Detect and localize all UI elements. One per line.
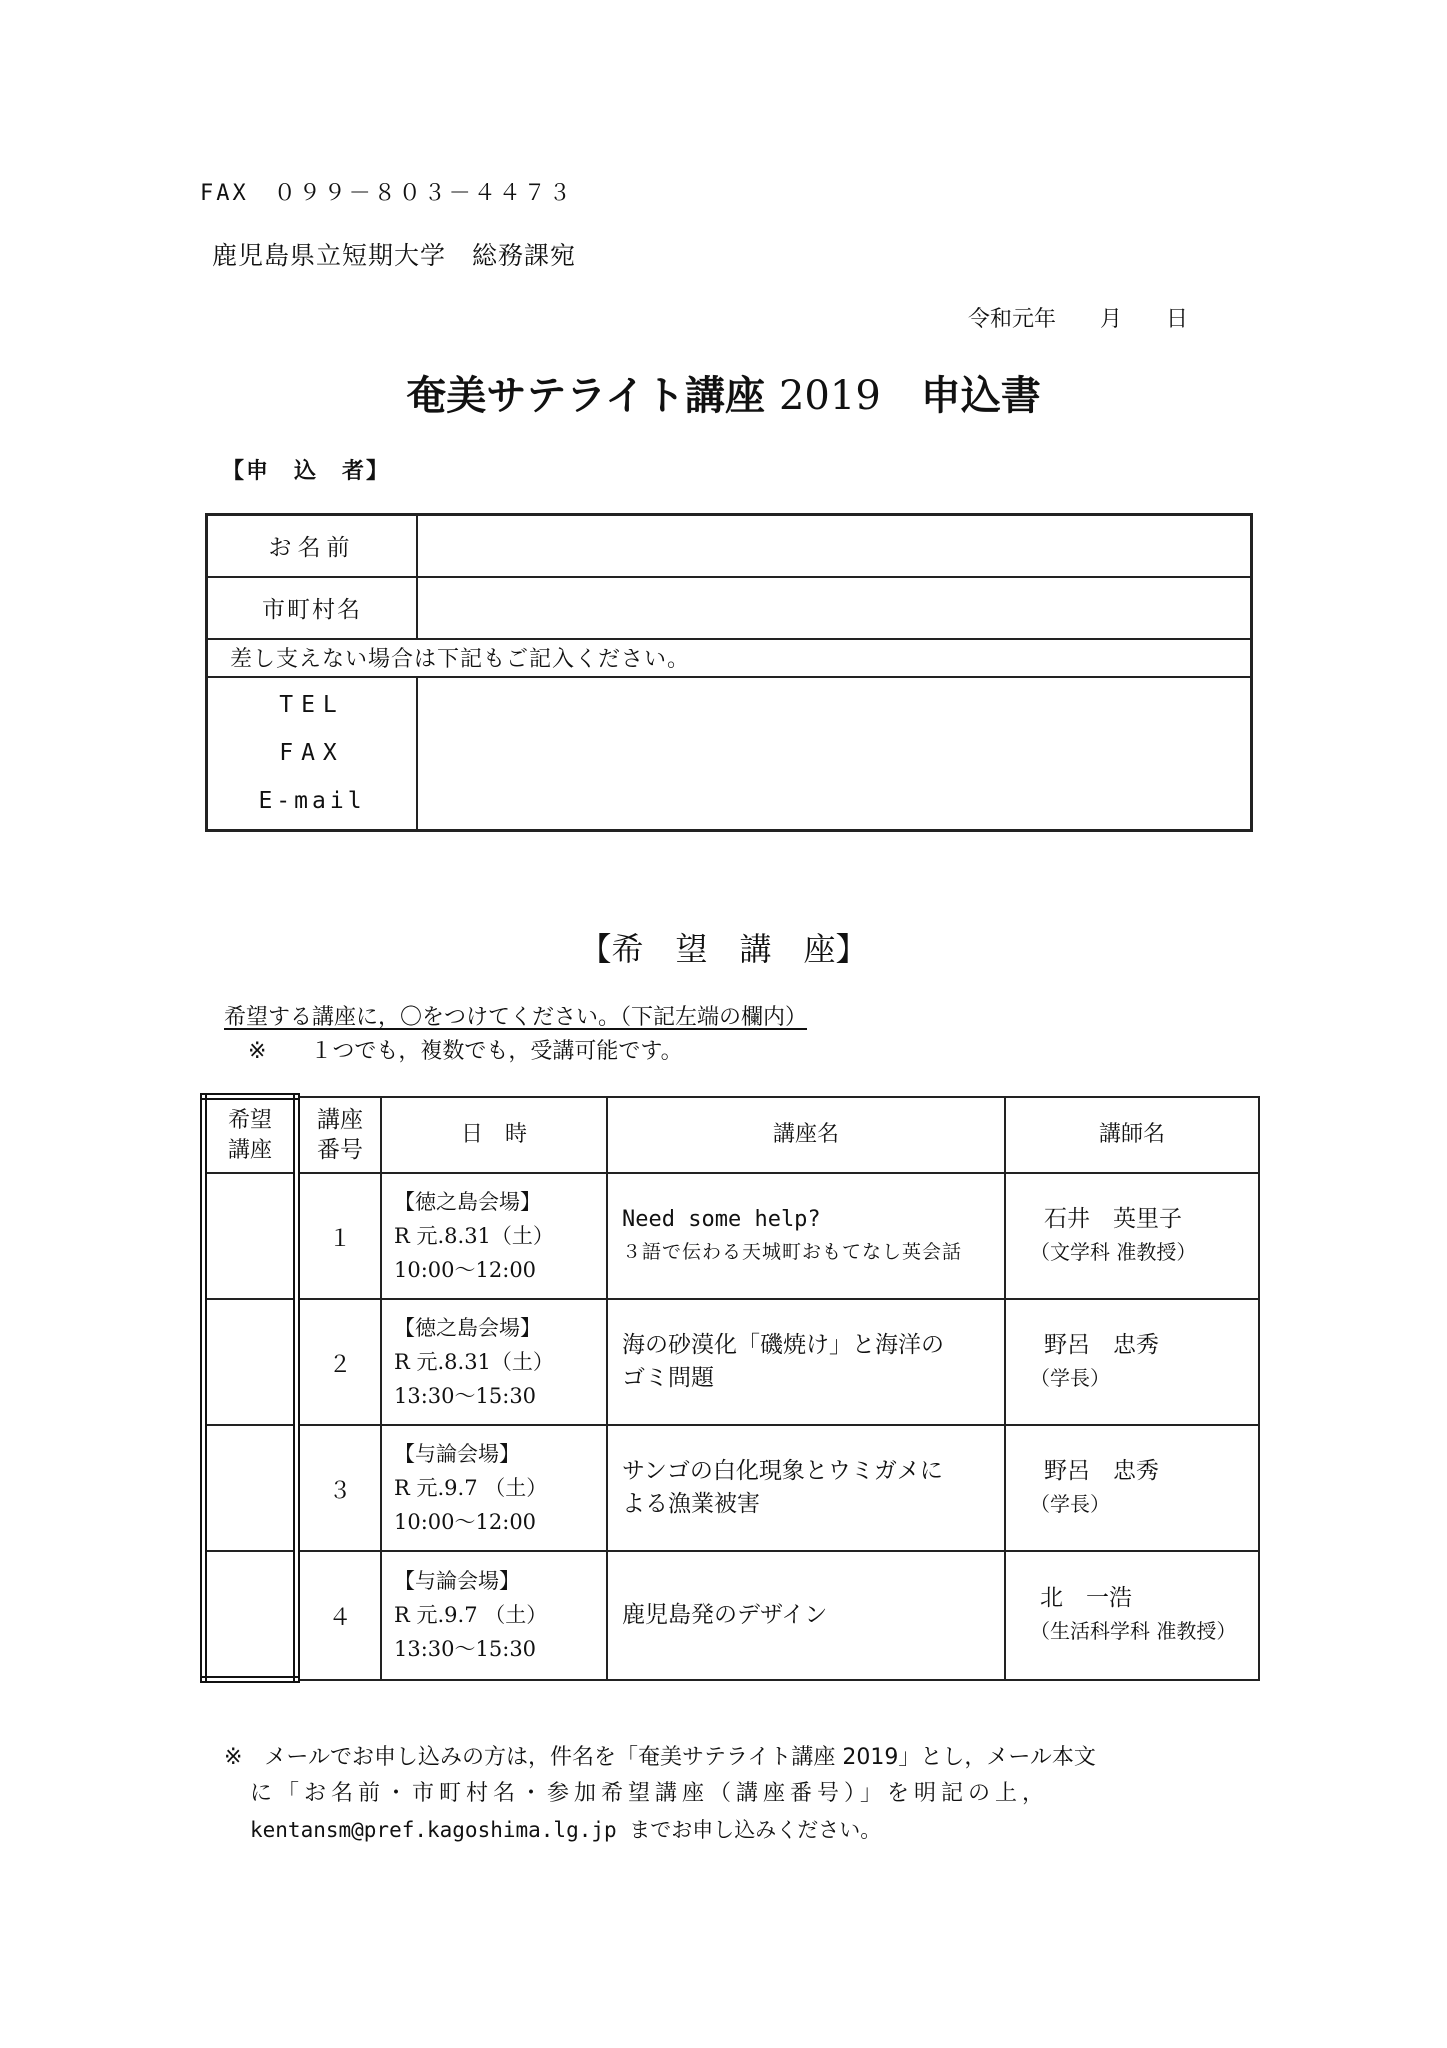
course-title-line1: サンゴの白化現象とウミガメに (622, 1458, 943, 1484)
lecturer-role: （学長） (1030, 1366, 1110, 1390)
header-number (297, 1097, 382, 1174)
pick-cell[interactable] (204, 1173, 297, 1299)
lecturer-name: 野呂 忠秀 (1044, 1332, 1159, 1358)
course-time: 13:30～15:30 (394, 1384, 537, 1408)
course-date: R 元.9.7 （土） (394, 1603, 548, 1628)
contact-field[interactable] (417, 677, 1252, 831)
course-venue: 【徳之島会場】 (394, 1316, 541, 1340)
course-venue: 【徳之島会場】 (394, 1190, 541, 1214)
header-lecturer: 講師名 (1005, 1097, 1259, 1174)
lecturer-role: （文学科 准教授） (1030, 1240, 1197, 1264)
footer-line3: kentansm@pref.kagoshima.lg.jp までお申し込みください。 (250, 1818, 882, 1842)
course-lecturer (1005, 1551, 1259, 1680)
course-title-line1: Need some help? (622, 1207, 821, 1232)
course-number: ３ (297, 1425, 382, 1551)
header-pick-line1: 希望 (227, 1108, 272, 1133)
course-instruction: 希望する講座に，〇をつけてください。（下記左端の欄内） (224, 1005, 808, 1030)
course-section-heading: 【希 望 講 座】 (579, 930, 868, 968)
applicant-form (205, 513, 1253, 832)
footer-line2: に「お名前・市町村名・参加希望講座（講座番号）」を明記の上， (250, 1781, 1050, 1806)
course-date: R 元.9.7 （土） (394, 1476, 548, 1500)
lecturer-name: 野呂 忠秀 (1044, 1458, 1159, 1484)
pick-cell[interactable] (204, 1551, 297, 1680)
title-main: 奄美サテライト講座 (406, 373, 766, 419)
date-line: 令和元年 月 日 (968, 307, 1189, 332)
header-course-name: 講座名 (607, 1097, 1005, 1174)
applicant-heading: 【申 込 者】 (222, 459, 391, 484)
contact-labels (207, 677, 418, 831)
course-venue: 【与論会場】 (394, 1442, 520, 1466)
fax-number: FAX ０９９－８０３－４４７３ (200, 181, 574, 206)
name-label: お名前 (207, 515, 418, 577)
course-time: 10:00～12:00 (394, 1510, 537, 1534)
course-title-line2: ３語で伝わる天城町おもてなし英会話 (622, 1241, 963, 1263)
course-table (200, 1093, 1260, 1683)
course-name (607, 1551, 1005, 1680)
course-venue: 【与論会場】 (394, 1569, 520, 1594)
fax-label: FAX (279, 740, 345, 767)
course-datetime (381, 1425, 607, 1551)
lecturer-name: 石井 英里子 (1044, 1206, 1182, 1232)
footer-line1: ※ メールでお申し込みの方は，件名を「奄美サテライト講座 2019」とし，メール本文 (224, 1745, 1096, 1770)
header-number-line1: 講座 (317, 1106, 363, 1133)
course-lecturer (1005, 1299, 1259, 1425)
course-name (607, 1299, 1005, 1425)
course-number: ４ (297, 1551, 382, 1680)
course-title-line1: 海の砂漠化「磯焼け」と海洋の (622, 1332, 944, 1358)
course-name (607, 1425, 1005, 1551)
title-suffix: 申込書 (920, 373, 1041, 419)
course-title-line2: よる漁業被害 (622, 1491, 760, 1517)
lecturer-role: （学長） (1030, 1492, 1110, 1516)
course-datetime (381, 1299, 607, 1425)
lecturer-role: （生活科学科 准教授） (1030, 1619, 1237, 1644)
page-title (0, 364, 1447, 421)
header-datetime: 日 時 (381, 1097, 607, 1174)
table-row (204, 1173, 1260, 1299)
course-date: R 元.8.31（土） (394, 1224, 554, 1248)
course-title-line1: 鹿児島発のデザイン (622, 1601, 828, 1628)
pick-cell[interactable] (204, 1299, 297, 1425)
course-note: ※ １つでも，複数でも，受講可能です。 (248, 1039, 683, 1064)
course-title-line2: ゴミ問題 (622, 1365, 714, 1391)
table-row (204, 1551, 1260, 1680)
course-name (607, 1173, 1005, 1299)
lecturer-name: 北 一浩 (1040, 1585, 1132, 1612)
destination: 鹿児島県立短期大学 総務課宛 (212, 241, 577, 270)
header-number-line2: 番号 (317, 1136, 363, 1163)
course-lecturer (1005, 1425, 1259, 1551)
city-field[interactable] (417, 577, 1252, 639)
course-table-header (204, 1097, 1260, 1174)
pick-cell[interactable] (204, 1425, 297, 1551)
footer-note (224, 1740, 1264, 1848)
email-label: E-mail (258, 788, 366, 815)
course-date: R 元.8.31（土） (394, 1350, 554, 1374)
course-time: 10:00～12:00 (394, 1258, 537, 1282)
course-datetime (381, 1551, 607, 1680)
title-year: 2019 (778, 373, 881, 419)
header-pick-line2: 講座 (227, 1138, 272, 1163)
course-number: １ (297, 1173, 382, 1299)
name-field[interactable] (417, 515, 1252, 577)
city-label: 市町村名 (207, 577, 418, 639)
tel-label: TEL (279, 692, 345, 719)
table-row (204, 1425, 1260, 1551)
course-datetime (381, 1173, 607, 1299)
header-pick (204, 1097, 297, 1174)
course-number: ２ (297, 1299, 382, 1425)
table-row (204, 1299, 1260, 1425)
course-time: 13:30～15:30 (394, 1637, 537, 1662)
course-lecturer (1005, 1173, 1259, 1299)
optional-note: 差し支えない場合は下記もご記入ください。 (207, 639, 1252, 677)
